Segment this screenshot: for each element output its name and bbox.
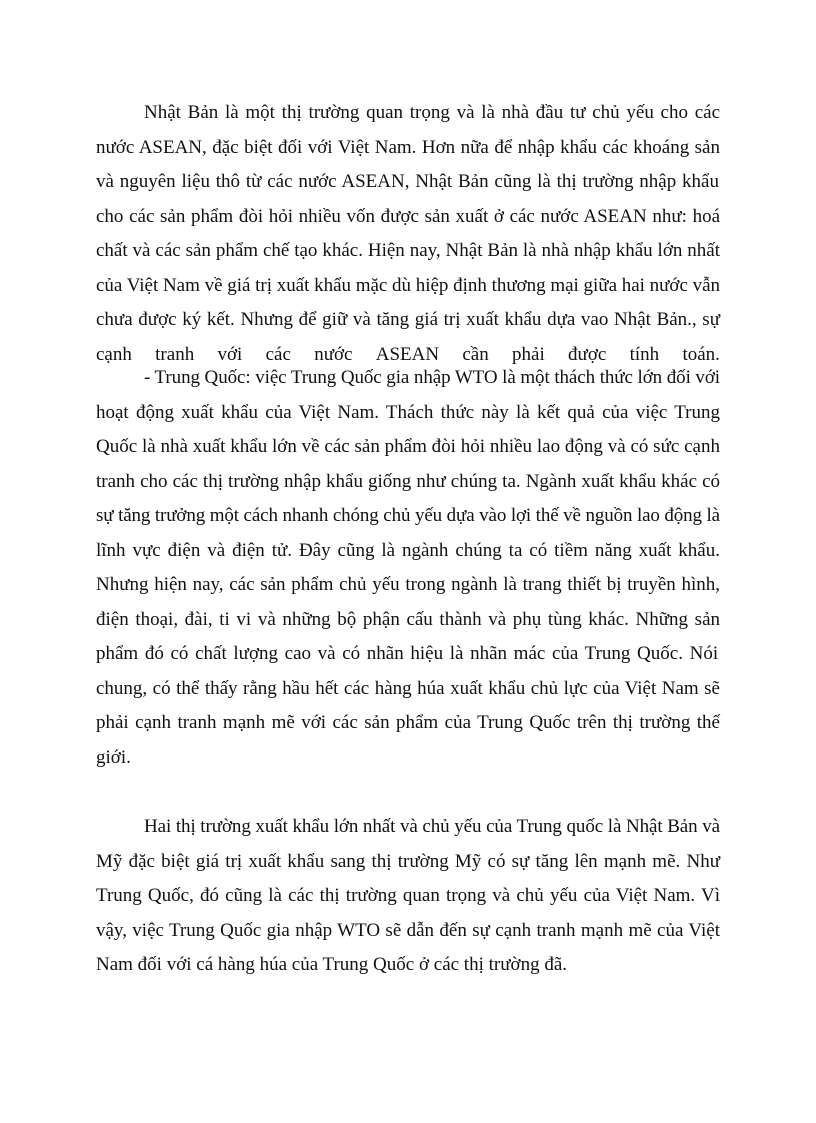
line-text: - Trung Quốc: việc Trung Quốc gia nhập WTO là một thách thức lớn đối với	[144, 367, 720, 388]
line-text: sự tăng trưởng một cách nhanh chóng chủ yếu dựa vào lợi thế về nguồn lao động là	[96, 505, 720, 526]
paragraph-china	[96, 361, 720, 775]
spread-word: cần	[462, 343, 489, 365]
line-text: tranh cho các thị trường nhập khẩu giống như chúng ta. Ngành xuất khẩu khác có	[96, 470, 720, 492]
text-line	[96, 948, 720, 983]
spread-word: nước	[314, 343, 353, 365]
line-text: hoạt động xuất khẩu của Việt Nam. Thách thức này là kết quả của việc Trung	[96, 401, 720, 423]
line-text: cho các sản phẩm đòi hỏi nhiều vốn được sản xuất ở các nước ASEAN như: hoá	[96, 205, 720, 227]
line-text: Mỹ đặc biệt giá trị xuất khẩu sang thị trường Mỹ có sự tăng lên mạnh mẽ. Như	[96, 850, 720, 872]
paragraph-markets	[96, 810, 720, 983]
line-text: điện thoại, đài, ti vi và những bộ phận cấu thành và phụ tùng khác. Những sản	[96, 608, 720, 630]
text-line	[96, 706, 720, 741]
text-line	[96, 165, 720, 200]
line-text: Nhưng hiện nay, các sản phẩm chủ yếu trong ngành là trang thiết bị truyền hình,	[96, 574, 720, 595]
paragraph-japan	[96, 96, 720, 372]
line-text: Nam đối với cá hàng húa của Trung Quốc ở các thị trường đã.	[96, 954, 568, 975]
text-line	[96, 303, 720, 338]
text-line	[96, 465, 720, 500]
line-text: và nguyên liệu thô từ các nước ASEAN, Nhật Bản cũng là thị trường nhập khẩu	[96, 171, 719, 192]
text-line	[96, 603, 720, 638]
line-text: giới.	[96, 746, 131, 768]
line-text: lĩnh vực điện và điện tử. Đây cũng là ngành chúng ta có tiềm năng xuất khẩu.	[96, 539, 720, 561]
spread-word: toán.	[682, 343, 720, 365]
text-line	[96, 741, 720, 776]
line-text: Nhật Bản là một thị trường quan trọng và là nhà đầu tư chủ yếu cho các	[144, 102, 720, 123]
line-text: Quốc là nhà xuất khẩu lớn về các sản phẩm đòi hỏi nhiều lao động và có sức cạnh	[96, 436, 720, 457]
text-line	[96, 879, 720, 914]
line-text: phẩm đó có chất lượng cao và có nhãn hiệu là nhãn mác của Trung Quốc. Nói	[96, 643, 719, 664]
text-line	[96, 96, 720, 131]
line-text: chất và các sản phẩm chế tạo khác. Hiện nay, Nhật Bản là nhà nhập khẩu lớn nhất	[96, 240, 720, 261]
line-text: vậy, việc Trung Quốc gia nhập WTO sẽ dẫn đến sự cạnh tranh mạnh mẽ của Việt	[96, 919, 720, 941]
text-line	[96, 568, 720, 603]
line-text: Trung Quốc, đó cũng là các thị trường quan trọng và chủ yếu của Việt Nam. Vì	[96, 885, 720, 906]
text-line	[96, 534, 720, 569]
line-text: của Việt Nam về giá trị xuất khẩu mặc dù hiệp định thương mại giữa hai nước vẫn	[96, 274, 720, 296]
line-text: nước ASEAN, đặc biệt đối với Việt Nam. Hơn nữa để nhập khẩu các khoáng sản	[96, 136, 720, 158]
spread-word: được	[568, 343, 607, 365]
text-line	[96, 200, 720, 235]
spread-word: với	[217, 343, 243, 365]
text-line	[96, 361, 720, 396]
text-line	[96, 914, 720, 949]
text-line	[96, 637, 720, 672]
spread-word: tính	[629, 343, 660, 365]
text-line	[96, 672, 720, 707]
line-text: chưa được ký kết. Nhưng để giữ và tăng giá trị xuất khẩu dựa vao Nhật Bản., sự	[96, 309, 720, 330]
text-line	[96, 396, 720, 431]
spread-word: tranh	[155, 343, 195, 365]
text-line	[96, 131, 720, 166]
spread-word: ASEAN	[375, 343, 440, 365]
text-line	[96, 430, 720, 465]
spread-word: cạnh	[96, 343, 132, 365]
spread-word: phải	[512, 343, 545, 365]
text-line	[96, 269, 720, 304]
line-text: phải cạnh tranh mạnh mẽ với các sản phẩm của Trung Quốc trên thị trường thế	[96, 712, 720, 733]
line-text: Hai thị trường xuất khẩu lớn nhất và chủ yếu của Trung quốc là Nhật Bản và	[144, 816, 720, 837]
text-line	[96, 499, 720, 534]
text-line	[96, 810, 720, 845]
text-line	[96, 845, 720, 880]
text-line	[96, 234, 720, 269]
line-text: chung, có thể thấy rằng hầu hết các hàng húa xuất khẩu chủ lực của Việt Nam sẽ	[96, 677, 720, 699]
spread-word: các	[265, 343, 291, 365]
